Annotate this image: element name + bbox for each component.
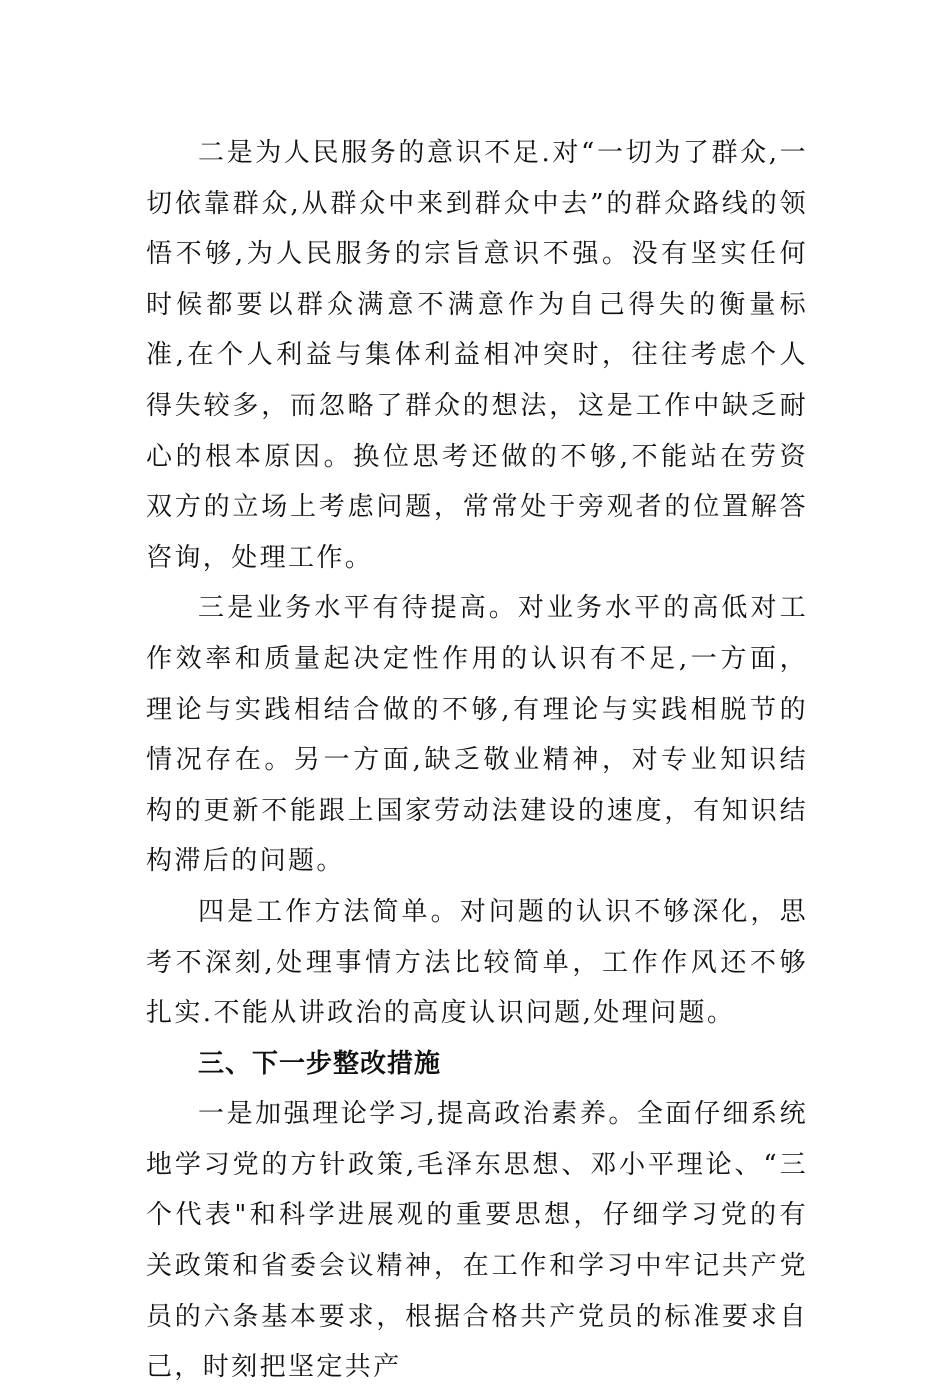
- paragraph-work-method: 四是工作方法简单。对问题的认识不够深化，思考不深刻,处理事情方法比较简单，工作作风还不够扎实.不能从讲政治的高度认识问题,处理问题。: [146, 896, 808, 1029]
- paragraph-service-awareness: 二是为人民服务的意识不足.对“一切为了群众,一切依靠群众,从群众中来到群众中去”的群众路线的领悟不够,为人民服务的宗旨意识不强。没有坚实任何时候都要以群众满意不满意作为自己得失的衡量标准,在个人利益与集体利益相冲突时，往往考虑个人得失较多，而忽略了群众的想法，这是工作中缺乏耐心的根本原因。换位思考还做的不够,不能站在劳资双方的立场上考虑问题，常常处于旁观者的位置解答咨询，处理工作。: [146, 138, 808, 573]
- paragraph-theory-study: 一是加强理论学习,提高政治素养。全面仔细系统地学习党的方针政策,毛泽东思想、邓小平理论、“三个代表"和科学进展观的重要思想，仔细学习党的有关政策和省委会议精神，在工作和学习中牢记共产党员的六条基本要求，根据合格共产党员的标准要求自己，时刻把坚定共产: [146, 1099, 808, 1383]
- section-heading: 三、下一步整改措施: [198, 1048, 442, 1079]
- paragraph-business-level: 三是业务水平有待提高。对业务水平的高低对工作效率和质量起决定性作用的认识有不足,一方面，理论与实践相结合做的不够,有理论与实践相脱节的情况存在。另一方面,缺乏敬业精神，对专业知识结构的更新不能跟上国家劳动法建设的速度，有知识结构滞后的问题。: [146, 593, 808, 877]
- document-body: [146, 128, 808, 1393]
